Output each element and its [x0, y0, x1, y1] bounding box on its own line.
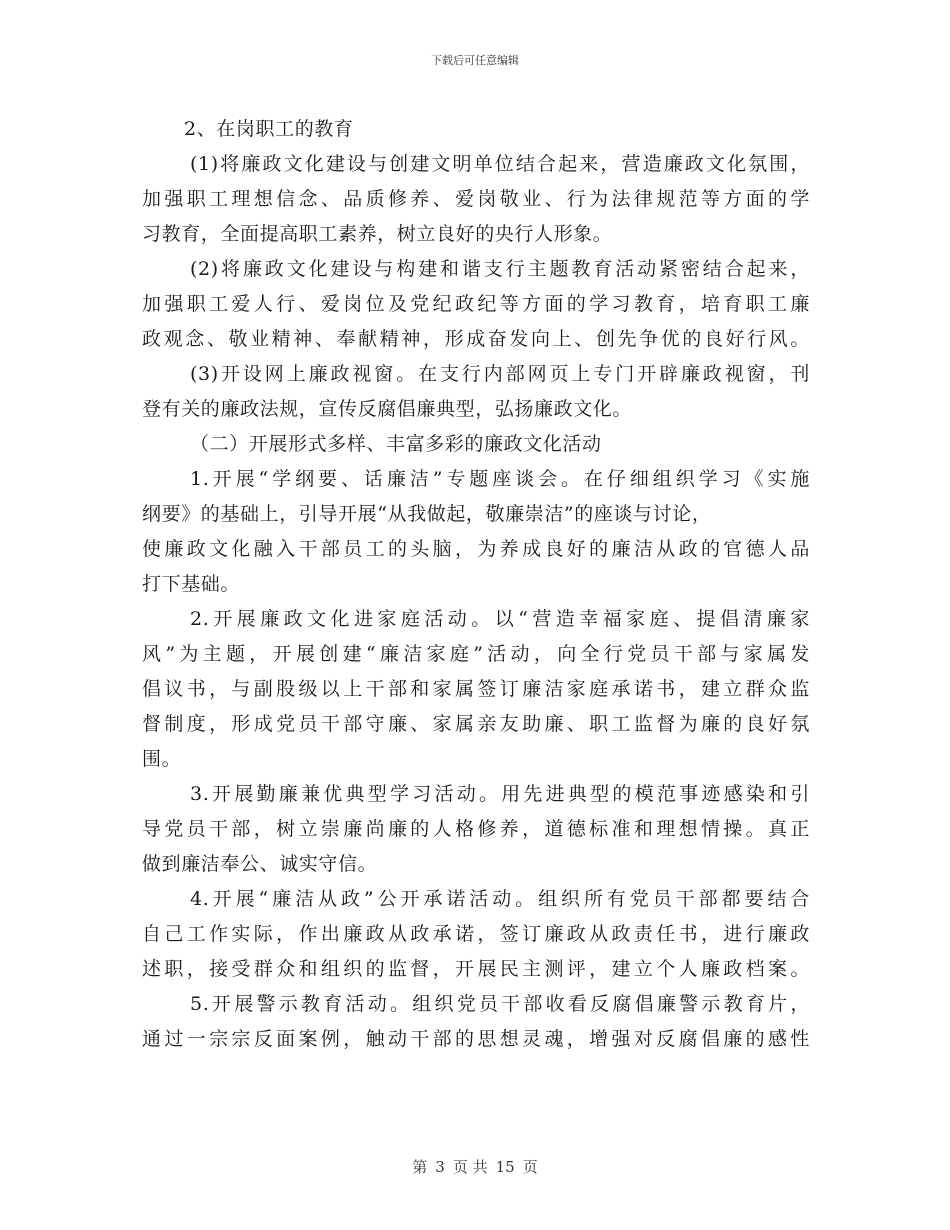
current-page-number: 3	[435, 1158, 445, 1176]
paragraph-line: (3)开设网上廉政视窗。在支行内部网页上专门开辟廉政视窗，刊	[190, 363, 810, 385]
paragraph-line: 政观念、敬业精神、奉献精神，形成奋发向上、创先争优的良好行风。	[142, 328, 810, 350]
paragraph-line: (2)将廉政文化建设与构建和谐支行主题教育活动紧密结合起来，	[190, 258, 810, 280]
paragraph-line: 风”为主题，开展创建“廉洁家庭”活动，向全行党员干部与家属发	[142, 643, 810, 665]
footer-middle: 页 共	[452, 1158, 488, 1176]
paragraph-line: 述职，接受群众和组织的监督，开展民主测评，建立个人廉政档案。	[142, 958, 810, 980]
paragraph-line: 4.开展“廉洁从政”公开承诺活动。组织所有党员干部都要结合	[190, 888, 810, 910]
paragraph-line: 督制度，形成党员干部守廉、家属亲友助廉、职工监督为廉的良好氛	[142, 713, 810, 735]
total-pages-number: 15	[495, 1158, 515, 1176]
paragraph-line: 5.开展警示教育活动。组织党员干部收看反腐倡廉警示教育片，	[190, 993, 810, 1015]
paragraph-line: 做到廉洁奉公、诚实守信。	[142, 853, 378, 875]
paragraph-line: 3.开展勤廉兼优典型学习活动。用先进典型的模范事迹感染和引	[190, 783, 810, 805]
paragraph-line: 加强职工爱人行、爱岗位及党纪政纪等方面的学习教育，培育职工廉	[142, 293, 810, 315]
document-body	[142, 112, 810, 1057]
footer-suffix: 页	[522, 1158, 538, 1176]
paragraph-line: 习教育，全面提高职工素养，树立良好的央行人形象。	[142, 223, 613, 245]
page-header-note: 下载后可任意编辑	[431, 54, 519, 67]
paragraph-line: 使廉政文化融入干部员工的头脑，为养成良好的廉洁从政的官德人品	[142, 538, 810, 560]
paragraph-line: 导党员干部，树立崇廉尚廉的人格修养，道德标准和理想情操。真正	[142, 818, 810, 840]
paragraph-line: 登有关的廉政法规，宣传反腐倡廉典型，弘扬廉政文化。	[142, 398, 633, 420]
section-heading: 2、在岗职工的教育	[184, 118, 354, 140]
paragraph-line: 打下基础。	[142, 573, 241, 595]
paragraph-line: 自己工作实际，作出廉政从政承诺，签订廉政从政责任书，进行廉政	[142, 923, 810, 945]
paragraph-line: 纲要》的基础上，引导开展“从我做起，敬廉崇洁”的座谈与讨论，	[142, 503, 712, 525]
paragraph-line: 加强职工理想信念、品质修养、爱岗敬业、行为法律规范等方面的学	[142, 188, 810, 210]
section-heading: （二）开展形式多样、丰富多彩的廉政文化活动	[190, 433, 602, 455]
paragraph-line: 通过一宗宗反面案例，触动干部的思想灵魂，增强对反腐倡廉的感性	[142, 1028, 810, 1050]
paragraph-line: 倡议书，与副股级以上干部和家属签订廉洁家庭承诺书，建立群众监	[142, 678, 810, 700]
page-footer	[0, 1156, 950, 1177]
paragraph-line: (1)将廉政文化建设与创建文明单位结合起来，营造廉政文化氛围，	[190, 153, 810, 175]
paragraph-line: 1.开展“学纲要、话廉洁”专题座谈会。在仔细组织学习《实施	[190, 468, 810, 490]
footer-prefix: 第	[412, 1158, 428, 1176]
paragraph-line: 2.开展廉政文化进家庭活动。以“营造幸福家庭、提倡清廉家	[190, 608, 810, 630]
paragraph-line: 围。	[142, 748, 182, 770]
